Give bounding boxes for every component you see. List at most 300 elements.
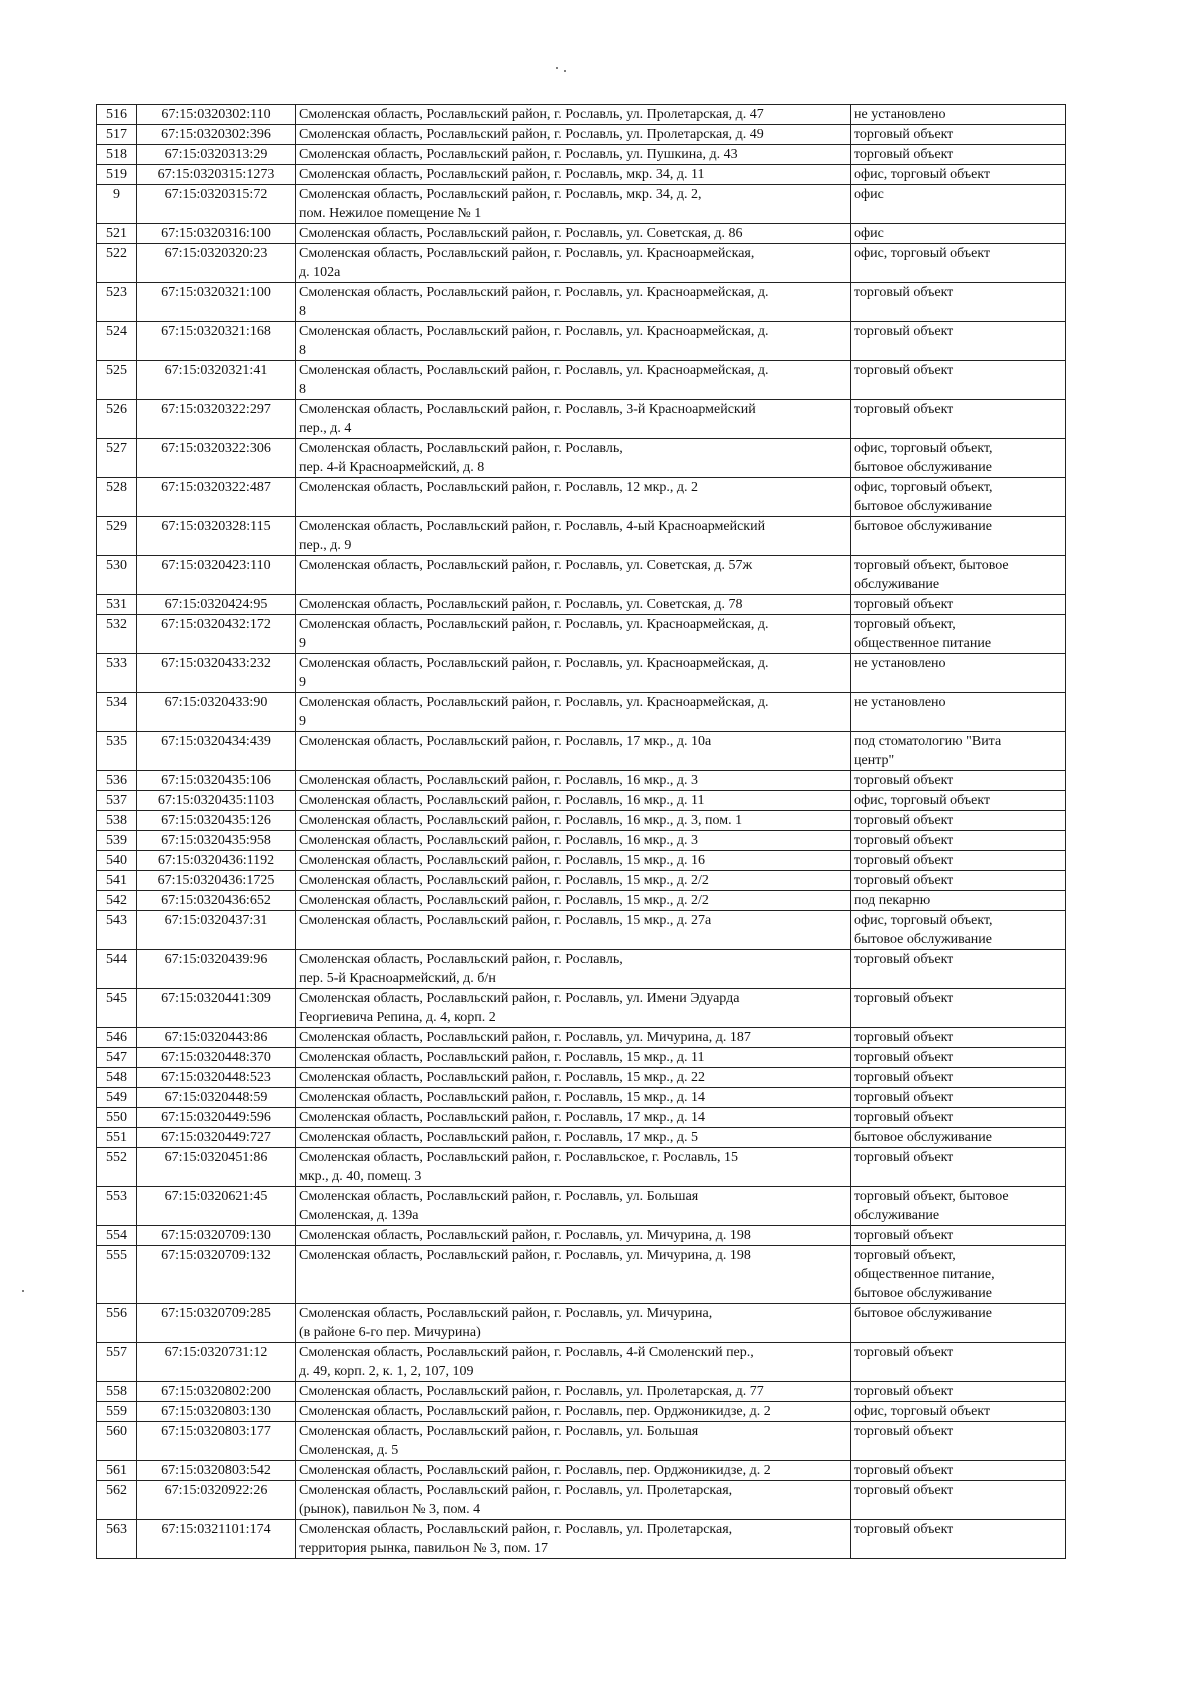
table-row	[97, 989, 1066, 1028]
cadastral-number: 67:15:0320449:727	[161, 1130, 271, 1145]
usage-cell	[851, 1402, 1066, 1422]
usage-cell	[851, 811, 1066, 831]
usage-line: офис	[854, 226, 884, 241]
row-number-cell	[97, 791, 137, 811]
cadastral-number: 67:15:0320434:439	[161, 734, 271, 749]
address-line: пер. 4-й Красноармейский, д. 8	[299, 460, 485, 475]
usage-cell	[851, 771, 1066, 791]
address-line: Смоленская область, Рославльский район, г. Рославль, ул. Пролетарская, д. 77	[299, 1384, 764, 1399]
table-row	[97, 950, 1066, 989]
address-line: Смоленская область, Рославльский район, г. Рославль, 16 мкр., д. 3, пом. 1	[299, 813, 743, 828]
cadastral-number-cell	[137, 891, 296, 911]
cadastral-number-cell	[137, 791, 296, 811]
cadastral-number-cell	[137, 125, 296, 145]
usage-cell	[851, 105, 1066, 125]
cadastral-number-cell	[137, 1304, 296, 1343]
address-cell	[296, 1068, 851, 1088]
row-number: 552	[106, 1150, 127, 1165]
row-number-cell	[97, 1304, 137, 1343]
address-cell	[296, 361, 851, 400]
address-line: Смоленская область, Рославльский район, г. Рославль, ул. Мичурина, д. 187	[299, 1030, 751, 1045]
row-number: 563	[106, 1522, 127, 1537]
registry-table	[96, 104, 1066, 1559]
row-number: 531	[106, 597, 127, 612]
address-cell	[296, 478, 851, 517]
usage-line: торговый объект	[854, 1424, 954, 1439]
address-cell	[296, 871, 851, 891]
row-number: 549	[106, 1090, 127, 1105]
usage-line: офис, торговый объект	[854, 167, 991, 182]
usage-cell	[851, 871, 1066, 891]
table-row	[97, 556, 1066, 595]
cadastral-number-cell	[137, 283, 296, 322]
table-row	[97, 871, 1066, 891]
cadastral-number-cell	[137, 1068, 296, 1088]
row-number: 534	[106, 695, 127, 710]
cadastral-number: 67:15:0320803:177	[161, 1424, 271, 1439]
address-cell	[296, 911, 851, 950]
table-row	[97, 244, 1066, 283]
address-cell	[296, 1148, 851, 1187]
address-line: Смоленская область, Рославльский район, г. Рославль, 15 мкр., д. 14	[299, 1090, 705, 1105]
row-number: 559	[106, 1404, 127, 1419]
cadastral-number: 67:15:0320316:100	[161, 226, 271, 241]
cadastral-number: 67:15:0320320:23	[164, 246, 268, 261]
table-row	[97, 1108, 1066, 1128]
address-line: 9	[299, 675, 306, 690]
cadastral-number: 67:15:0320302:396	[161, 127, 271, 142]
row-number-cell	[97, 1461, 137, 1481]
usage-cell	[851, 1382, 1066, 1402]
cadastral-number-cell	[137, 595, 296, 615]
address-cell	[296, 654, 851, 693]
usage-line: торговый объект	[854, 873, 954, 888]
row-number: 522	[106, 246, 127, 261]
address-line: Смоленская область, Рославльский район, г. Рославль, ул. Красноармейская, д.	[299, 656, 769, 671]
usage-line: торговый объект	[854, 991, 954, 1006]
cadastral-number-cell	[137, 105, 296, 125]
row-number: 519	[106, 167, 127, 182]
cadastral-number-cell	[137, 322, 296, 361]
cadastral-number-cell	[137, 732, 296, 771]
address-cell	[296, 439, 851, 478]
address-line: (рынок), павильон № 3, пом. 4	[299, 1502, 481, 1517]
scan-speck	[564, 70, 566, 72]
row-number-cell	[97, 556, 137, 595]
table-row	[97, 361, 1066, 400]
address-line: пом. Нежилое помещение № 1	[299, 206, 482, 221]
usage-line: торговый объект, бытовое	[854, 1189, 1009, 1204]
cadastral-number: 67:15:0320448:523	[161, 1070, 271, 1085]
row-number: 545	[106, 991, 127, 1006]
address-cell	[296, 950, 851, 989]
cadastral-number: 67:15:0320443:86	[164, 1030, 268, 1045]
table-row	[97, 771, 1066, 791]
cadastral-number-cell	[137, 1028, 296, 1048]
table-row	[97, 1148, 1066, 1187]
table-row	[97, 693, 1066, 732]
row-number-cell	[97, 693, 137, 732]
address-line: Смоленская область, Рославльский район, г. Рославль, 15 мкр., д. 22	[299, 1070, 705, 1085]
row-number: 550	[106, 1110, 127, 1125]
cadastral-number-cell	[137, 654, 296, 693]
address-cell	[296, 811, 851, 831]
cadastral-number: 67:15:0320321:100	[161, 285, 271, 300]
usage-line: под пекарню	[854, 893, 931, 908]
address-cell	[296, 165, 851, 185]
address-cell	[296, 1461, 851, 1481]
usage-line: торговый объект	[854, 324, 954, 339]
usage-cell	[851, 1422, 1066, 1461]
table-row	[97, 831, 1066, 851]
address-cell	[296, 1048, 851, 1068]
cadastral-number-cell	[137, 1226, 296, 1246]
row-number: 538	[106, 813, 127, 828]
usage-cell	[851, 125, 1066, 145]
usage-line: офис, торговый объект	[854, 1404, 991, 1419]
usage-cell	[851, 1128, 1066, 1148]
usage-cell	[851, 595, 1066, 615]
row-number-cell	[97, 1246, 137, 1304]
address-cell	[296, 1226, 851, 1246]
row-number-cell	[97, 851, 137, 871]
usage-cell	[851, 1068, 1066, 1088]
usage-line: не установлено	[854, 107, 946, 122]
cadastral-number: 67:15:0320435:958	[161, 833, 271, 848]
cadastral-number-cell	[137, 871, 296, 891]
row-number: 556	[106, 1306, 127, 1321]
address-cell	[296, 1382, 851, 1402]
cadastral-number: 67:15:0320441:309	[161, 991, 271, 1006]
address-line: д. 49, корп. 2, к. 1, 2, 107, 109	[299, 1364, 474, 1379]
row-number: 554	[106, 1228, 127, 1243]
scan-speck	[22, 1290, 24, 1292]
address-line: Смоленская область, Рославльский район, г. Рославль, ул. Мичурина, д. 198	[299, 1248, 751, 1263]
cadastral-number-cell	[137, 693, 296, 732]
address-line: Смоленская область, Рославльский район, г. Рославль, 17 мкр., д. 10а	[299, 734, 712, 749]
row-number-cell	[97, 1088, 137, 1108]
table-row	[97, 517, 1066, 556]
row-number: 539	[106, 833, 127, 848]
table-row	[97, 1187, 1066, 1226]
usage-cell	[851, 165, 1066, 185]
usage-cell	[851, 1148, 1066, 1187]
usage-line: торговый объект	[854, 1070, 954, 1085]
address-line: Смоленская область, Рославльский район, г. Рославль, 16 мкр., д. 11	[299, 793, 705, 808]
address-cell	[296, 125, 851, 145]
address-line: д. 102а	[299, 265, 341, 280]
usage-line: торговый объект	[854, 402, 954, 417]
usage-line: бытовое обслуживание	[854, 932, 993, 947]
row-number-cell	[97, 891, 137, 911]
row-number: 525	[106, 363, 127, 378]
address-cell	[296, 771, 851, 791]
row-number: 530	[106, 558, 127, 573]
usage-line: торговый объект	[854, 952, 954, 967]
usage-line: торговый объект	[854, 1110, 954, 1125]
cadastral-number-cell	[137, 224, 296, 244]
table-row	[97, 400, 1066, 439]
address-cell	[296, 1108, 851, 1128]
row-number-cell	[97, 185, 137, 224]
address-line: Смоленская область, Рославльский район, г. Рославль, 4-ый Красноармейский	[299, 519, 766, 534]
address-cell	[296, 1422, 851, 1461]
row-number-cell	[97, 1048, 137, 1068]
address-cell	[296, 145, 851, 165]
address-line: Смоленская область, Рославльский район, г. Рославль, 17 мкр., д. 14	[299, 1110, 705, 1125]
cadastral-number: 67:15:0320803:542	[161, 1463, 271, 1478]
row-number: 561	[106, 1463, 127, 1478]
address-line: Смоленская область, Рославльский район, г. Рославль, 15 мкр., д. 27а	[299, 913, 712, 928]
cadastral-number: 67:15:0320433:232	[161, 656, 271, 671]
table-row	[97, 851, 1066, 871]
usage-cell	[851, 1088, 1066, 1108]
cadastral-number-cell	[137, 400, 296, 439]
cadastral-number: 67:15:0320423:110	[161, 558, 271, 573]
cadastral-number: 67:15:0320315:72	[164, 187, 268, 202]
registry-table-body	[97, 105, 1066, 1559]
usage-line: офис, торговый объект	[854, 793, 991, 808]
row-number-cell	[97, 871, 137, 891]
address-line: Смоленская область, Рославльский район, г. Рославль, ул. Большая	[299, 1189, 699, 1204]
address-line: Смоленская область, Рославльский район, г. Рославль, ул. Советская, д. 57ж	[299, 558, 753, 573]
row-number-cell	[97, 831, 137, 851]
cadastral-number: 67:15:0320432:172	[161, 617, 271, 632]
usage-line: офис, торговый объект	[854, 246, 991, 261]
address-line: 9	[299, 636, 306, 651]
usage-line: торговый объект	[854, 1150, 954, 1165]
address-line: Смоленская область, Рославльский район, г. Рославль, 15 мкр., д. 2/2	[299, 893, 709, 908]
table-row	[97, 615, 1066, 654]
cadastral-number: 67:15:0320436:652	[161, 893, 271, 908]
address-line: Смоленская область, Рославльский район, г. Рославль, ул. Большая	[299, 1424, 699, 1439]
row-number: 518	[106, 147, 127, 162]
usage-line: офис	[854, 187, 884, 202]
row-number: 543	[106, 913, 127, 928]
row-number-cell	[97, 911, 137, 950]
usage-line: торговый объект	[854, 773, 954, 788]
table-row	[97, 654, 1066, 693]
cadastral-number-cell	[137, 361, 296, 400]
row-number-cell	[97, 1481, 137, 1520]
usage-line: бытовое обслуживание	[854, 519, 993, 534]
usage-cell	[851, 732, 1066, 771]
row-number: 555	[106, 1248, 127, 1263]
cadastral-number-cell	[137, 165, 296, 185]
address-line: пер. 5-й Красноармейский, д. б/н	[299, 971, 496, 986]
table-row	[97, 145, 1066, 165]
usage-cell	[851, 1520, 1066, 1559]
row-number: 558	[106, 1384, 127, 1399]
cadastral-number: 67:15:0320424:95	[164, 597, 268, 612]
scan-speck	[556, 67, 558, 69]
usage-line: общественное питание	[854, 636, 992, 651]
row-number-cell	[97, 1068, 137, 1088]
table-row	[97, 1422, 1066, 1461]
row-number-cell	[97, 732, 137, 771]
cadastral-number-cell	[137, 439, 296, 478]
table-row	[97, 185, 1066, 224]
cadastral-number: 67:15:0320448:59	[164, 1090, 268, 1105]
address-line: Смоленская область, Рославльский район, г. Рославль, ул. Красноармейская, д.	[299, 363, 769, 378]
table-row	[97, 891, 1066, 911]
row-number: 533	[106, 656, 127, 671]
address-cell	[296, 1520, 851, 1559]
address-line: Смоленская область, Рославльский район, г. Рославль, ул. Красноармейская, д.	[299, 285, 769, 300]
address-line: Смоленская область, Рославльский район, г. Рославльское, г. Рославль, 15	[299, 1150, 739, 1165]
usage-cell	[851, 145, 1066, 165]
address-line: Смоленская область, Рославльский район, г. Рославль, мкр. 34, д. 2,	[299, 187, 702, 202]
usage-cell	[851, 950, 1066, 989]
usage-line: общественное питание,	[854, 1267, 995, 1282]
usage-line: не установлено	[854, 656, 946, 671]
cadastral-number-cell	[137, 1246, 296, 1304]
cadastral-number-cell	[137, 950, 296, 989]
row-number-cell	[97, 1187, 137, 1226]
usage-line: обслуживание	[854, 577, 940, 592]
address-cell	[296, 891, 851, 911]
table-row	[97, 165, 1066, 185]
cadastral-number-cell	[137, 771, 296, 791]
address-cell	[296, 1304, 851, 1343]
row-number-cell	[97, 1148, 137, 1187]
address-line: Смоленская область, Рославльский район, г. Рославль, пер. Орджоникидзе, д. 2	[299, 1404, 771, 1419]
address-line: мкр., д. 40, помещ. 3	[299, 1169, 422, 1184]
cadastral-number-cell	[137, 517, 296, 556]
table-row	[97, 439, 1066, 478]
address-line: Смоленская область, Рославльский район, г. Рославль,	[299, 952, 623, 967]
row-number: 541	[106, 873, 127, 888]
table-row	[97, 1048, 1066, 1068]
table-row	[97, 1304, 1066, 1343]
usage-cell	[851, 185, 1066, 224]
address-line: Смоленская область, Рославльский район, г. Рославль,	[299, 441, 623, 456]
cadastral-number: 67:15:0320435:1103	[157, 793, 275, 808]
address-line: Смоленская область, Рославльский район, г. Рославль, ул. Пролетарская,	[299, 1483, 733, 1498]
row-number-cell	[97, 1422, 137, 1461]
usage-cell	[851, 1246, 1066, 1304]
row-number-cell	[97, 439, 137, 478]
row-number: 517	[106, 127, 127, 142]
usage-line: под стоматологию "Вита	[854, 734, 1002, 749]
cadastral-number: 67:15:0320802:200	[161, 1384, 271, 1399]
address-cell	[296, 595, 851, 615]
row-number: 9	[113, 187, 120, 202]
table-row	[97, 911, 1066, 950]
row-number-cell	[97, 615, 137, 654]
address-line: Смоленская область, Рославльский район, г. Рославль, мкр. 34, д. 11	[299, 167, 705, 182]
usage-line: торговый объект, бытовое	[854, 558, 1009, 573]
table-row	[97, 1481, 1066, 1520]
row-number-cell	[97, 1226, 137, 1246]
address-line: территория рынка, павильон № 3, пом. 17	[299, 1541, 549, 1556]
usage-line: торговый объект,	[854, 1248, 956, 1263]
cadastral-number: 67:15:0320449:596	[161, 1110, 271, 1125]
usage-line: торговый объект,	[854, 617, 956, 632]
cadastral-number: 67:15:0320709:132	[161, 1248, 271, 1263]
address-line: Смоленская область, Рославльский район, г. Рославль, ул. Имени Эдуарда	[299, 991, 740, 1006]
address-cell	[296, 1187, 851, 1226]
usage-line: офис, торговый объект,	[854, 441, 993, 456]
address-cell	[296, 322, 851, 361]
table-row	[97, 811, 1066, 831]
usage-cell	[851, 1343, 1066, 1382]
address-cell	[296, 244, 851, 283]
usage-cell	[851, 851, 1066, 871]
address-line: Смоленская область, Рославльский район, г. Рославль, 3-й Красноармейский	[299, 402, 756, 417]
usage-line: торговый объект	[854, 1483, 954, 1498]
address-cell	[296, 1481, 851, 1520]
row-number-cell	[97, 125, 137, 145]
table-row	[97, 1088, 1066, 1108]
cadastral-number: 67:15:0320437:31	[164, 913, 268, 928]
table-row	[97, 1382, 1066, 1402]
cadastral-number-cell	[137, 831, 296, 851]
address-line: пер., д. 9	[299, 538, 352, 553]
usage-cell	[851, 556, 1066, 595]
usage-cell	[851, 439, 1066, 478]
row-number: 544	[106, 952, 127, 967]
cadastral-number-cell	[137, 1128, 296, 1148]
address-line: Смоленская область, Рославльский район, г. Рославль, ул. Пролетарская,	[299, 1522, 733, 1537]
row-number-cell	[97, 165, 137, 185]
table-row	[97, 125, 1066, 145]
cadastral-number: 67:15:0320436:1725	[157, 873, 275, 888]
address-line: Смоленская область, Рославльский район, г. Рославль, 12 мкр., д. 2	[299, 480, 698, 495]
address-cell	[296, 283, 851, 322]
usage-cell	[851, 654, 1066, 693]
cadastral-number: 67:15:0320436:1192	[157, 853, 275, 868]
cadastral-number: 67:15:0320448:370	[161, 1050, 271, 1065]
cadastral-number-cell	[137, 1048, 296, 1068]
cadastral-number: 67:15:0320435:106	[161, 773, 271, 788]
usage-cell	[851, 1461, 1066, 1481]
address-line: Смоленская область, Рославльский район, г. Рославль, 15 мкр., д. 11	[299, 1050, 705, 1065]
row-number-cell	[97, 811, 137, 831]
address-cell	[296, 400, 851, 439]
usage-line: торговый объект	[854, 147, 954, 162]
cadastral-number-cell	[137, 185, 296, 224]
row-number: 542	[106, 893, 127, 908]
cadastral-number: 67:15:0320321:168	[161, 324, 271, 339]
cadastral-number-cell	[137, 1148, 296, 1187]
cadastral-number: 67:15:0320433:90	[164, 695, 268, 710]
row-number-cell	[97, 1108, 137, 1128]
usage-line: торговый объект	[854, 597, 954, 612]
row-number-cell	[97, 1520, 137, 1559]
table-row	[97, 1343, 1066, 1382]
address-cell	[296, 732, 851, 771]
address-line: Смоленская область, Рославльский район, г. Рославль, ул. Красноармейская,	[299, 246, 755, 261]
row-number: 521	[106, 226, 127, 241]
address-line: Смоленская область, Рославльский район, г. Рославль, 15 мкр., д. 2/2	[299, 873, 709, 888]
row-number: 532	[106, 617, 127, 632]
row-number-cell	[97, 283, 137, 322]
row-number-cell	[97, 1343, 137, 1382]
table-row	[97, 1520, 1066, 1559]
usage-cell	[851, 322, 1066, 361]
address-line: Смоленская, д. 5	[299, 1443, 399, 1458]
usage-cell	[851, 244, 1066, 283]
row-number: 526	[106, 402, 127, 417]
cadastral-number-cell	[137, 1520, 296, 1559]
address-cell	[296, 224, 851, 244]
usage-cell	[851, 400, 1066, 439]
row-number-cell	[97, 771, 137, 791]
address-line: Смоленская область, Рославльский район, г. Рославль, ул. Красноармейская, д.	[299, 617, 769, 632]
usage-cell	[851, 989, 1066, 1028]
address-cell	[296, 851, 851, 871]
